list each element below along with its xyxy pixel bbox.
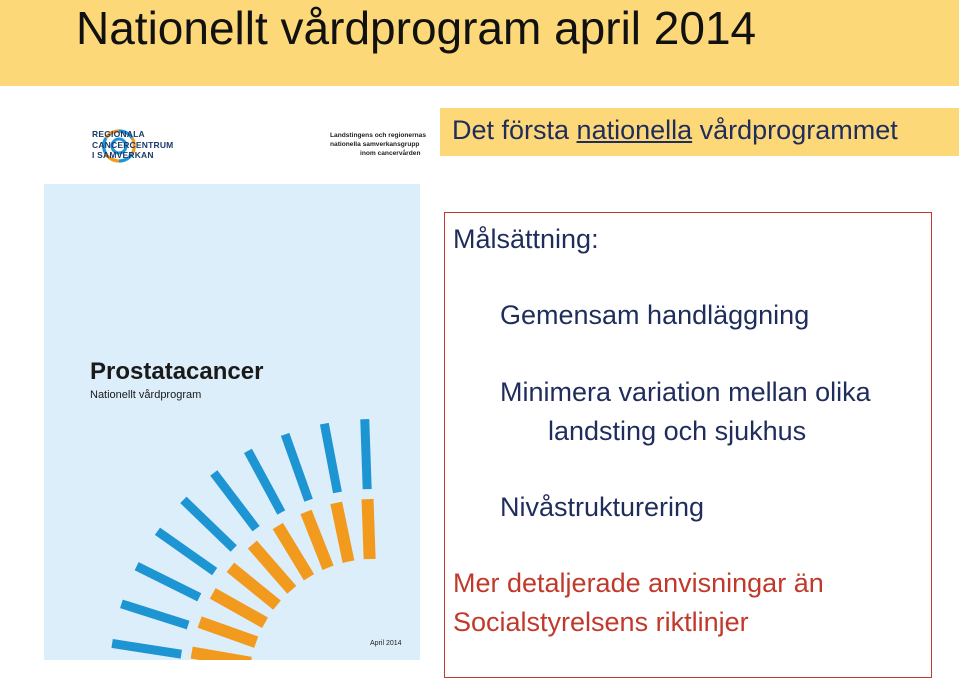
subtitle xyxy=(452,115,898,146)
cover-ray xyxy=(285,434,308,500)
cover-ray xyxy=(214,473,256,529)
cover-ray xyxy=(324,424,337,493)
cover-ray xyxy=(213,593,265,622)
cover-ray xyxy=(200,622,257,642)
goals-heading: Målsättning: xyxy=(453,224,599,254)
cover-ray xyxy=(306,512,328,568)
subtitle-part-1: Det första xyxy=(452,115,577,145)
rcc-logo-text xyxy=(92,129,173,161)
org-line-3: inom cancervården xyxy=(360,150,421,157)
cover-ray xyxy=(137,566,200,597)
goal-item-2-line-2: landsting och sjukhus xyxy=(548,416,807,446)
cover-title: Prostatacancer xyxy=(90,358,264,385)
org-text xyxy=(330,131,426,158)
cover-ray xyxy=(248,451,281,513)
logo-line-2: CANCERCENTRUM xyxy=(92,139,174,150)
goal-item-3: Nivåstrukturering xyxy=(500,492,705,522)
note-line-1: Mer detaljerade anvisningar än xyxy=(453,568,824,598)
subtitle-underlined: nationella xyxy=(576,115,693,145)
note-line-2: Socialstyrelsens riktlinjer xyxy=(453,607,749,637)
org-line-2: nationella samverkansgrupp xyxy=(330,141,420,148)
cover-subtitle: Nationellt vårdprogram xyxy=(90,389,202,401)
logo-line-1: REGIONALA xyxy=(92,129,145,139)
goal-item-2-line-1: Minimera variation mellan olika xyxy=(500,377,871,407)
cover-ray xyxy=(336,503,348,562)
logo-line-3: I SAMVERKAN xyxy=(92,150,154,160)
subtitle-box xyxy=(440,108,959,156)
document-cover xyxy=(44,184,420,660)
subtitle-part-2: vårdprogrammet xyxy=(692,115,898,145)
cover-ray xyxy=(112,643,181,654)
cover-ray xyxy=(192,653,251,660)
cover-ray xyxy=(121,604,188,625)
cover-ray xyxy=(278,526,309,577)
cover-ray xyxy=(183,500,233,549)
cover-date: April 2014 xyxy=(370,640,402,647)
cover-ray xyxy=(365,419,367,489)
cover-ray xyxy=(157,531,214,571)
goal-item-1: Gemensam handläggning xyxy=(500,300,810,330)
cover-ray xyxy=(368,499,370,559)
title-bar xyxy=(0,0,959,86)
page-title: Nationellt vårdprogram april 2014 xyxy=(76,2,757,54)
org-line-1: Landstingens och regionernas xyxy=(330,132,426,139)
cover-rays-graphic xyxy=(44,184,420,660)
